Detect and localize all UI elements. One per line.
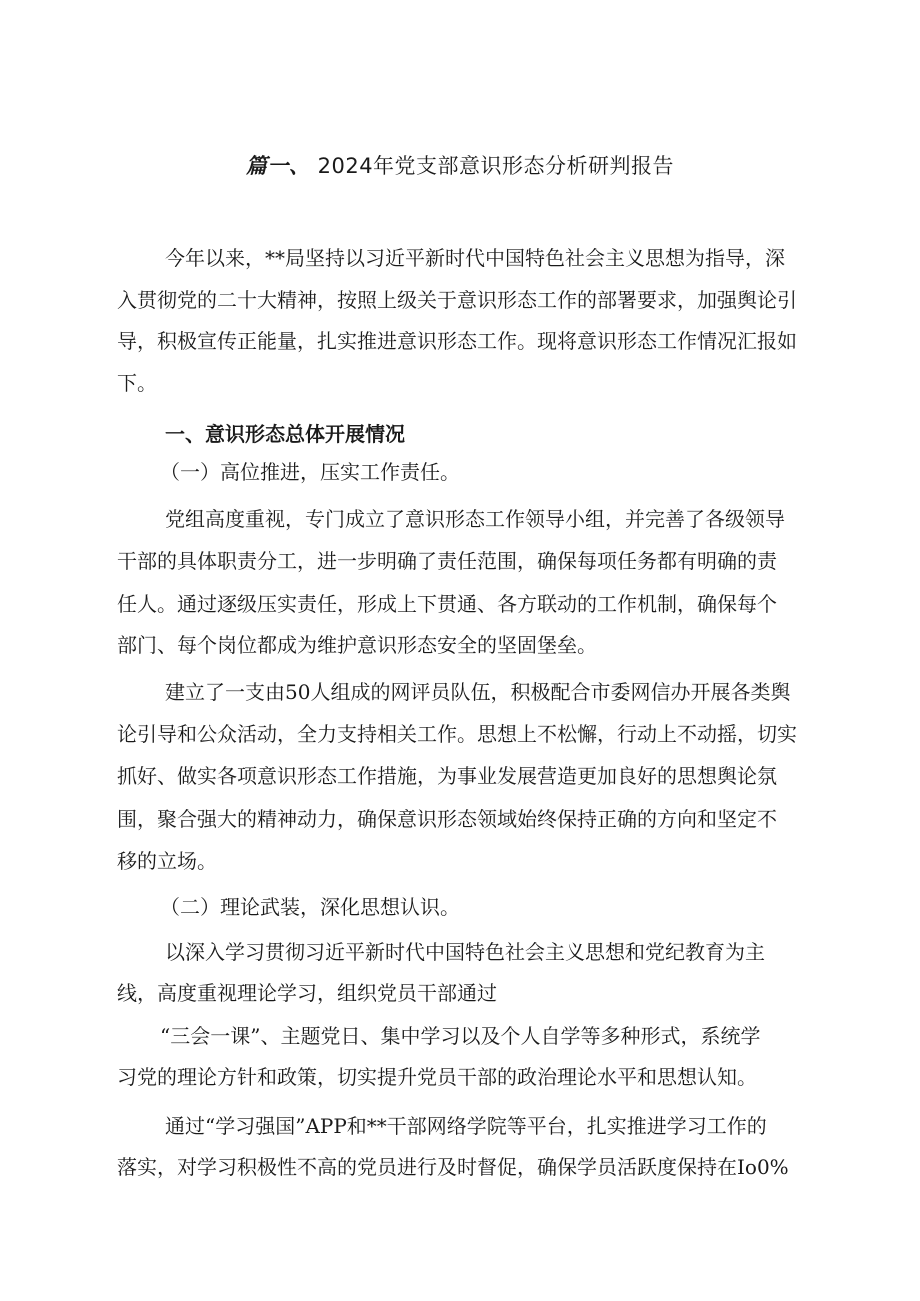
paragraph-line: 干部的具体职责分工，进一步明确了责任范围，确保每项任务都有明确的责 bbox=[117, 549, 777, 573]
subsection-heading: （二）理论武装，深化思想认识。 bbox=[160, 895, 460, 919]
paragraph-line: “三会一课”、主题党日、集中学习以及个人自学等多种形式，系统学 bbox=[160, 1024, 761, 1048]
paragraph-line: 线，高度重视理论学习，组织党员干部通过 bbox=[117, 981, 497, 1005]
paragraph-line: 今年以来，**局坚持以习近平新时代中国特色社会主义思想为指导，深 bbox=[165, 246, 785, 270]
title-text: 2024年党支部意识形态分析研判报告 bbox=[317, 154, 675, 178]
paragraph-line: 落实，对学习积极性不高的党员进行及时督促，确保学员活跃度保持在Io0% bbox=[117, 1155, 789, 1179]
document-title bbox=[0, 151, 920, 181]
paragraph-line: 建立了一支由50人组成的网评员队伍，积极配合市委网信办开展各类舆 bbox=[165, 680, 791, 704]
paragraph-line: 入贯彻党的二十大精神，按照上级关于意识形态工作的部署要求，加强舆论引 bbox=[117, 288, 797, 312]
paragraph-line: 围，聚合强大的精神动力，确保意识形态领域始终保持正确的方向和坚定不 bbox=[117, 807, 777, 831]
paragraph-line: 下。 bbox=[117, 371, 157, 395]
section-heading: 一、意识形态总体开展情况 bbox=[165, 422, 405, 446]
title-prefix: 篇一、 bbox=[245, 154, 311, 178]
subsection-heading: （一）高位推进，压实工作责任。 bbox=[160, 460, 460, 484]
paragraph-line: 以深入学习贯彻习近平新时代中国特色社会主义思想和党纪教育为主 bbox=[165, 940, 765, 964]
paragraph-line: 抓好、做实各项意识形态工作措施，为事业发展营造更加良好的思想舆论氛 bbox=[117, 764, 777, 788]
paragraph-line: 习党的理论方针和政策，切实提升党员干部的政治理论水平和思想认知。 bbox=[117, 1065, 757, 1089]
paragraph-line: 任人。通过逐级压实责任，形成上下贯通、各方联动的工作机制，确保每个 bbox=[117, 592, 777, 616]
paragraph-line: 导，积极宣传正能量，扎实推进意识形态工作。现将意识形态工作情况汇报如 bbox=[117, 329, 797, 353]
paragraph-line: 移的立场。 bbox=[117, 849, 217, 873]
paragraph-line: 党组高度重视，专门成立了意识形态工作领导小组，并完善了各级领导 bbox=[165, 507, 785, 531]
paragraph-line: 论引导和公众活动，全力支持相关工作。思想上不松懈，行动上不动摇，切实 bbox=[117, 722, 797, 746]
paragraph-line: 部门、每个岗位都成为维护意识形态安全的坚固堡垒。 bbox=[117, 633, 597, 657]
paragraph-line: 通过“学习强国”APP和**干部网络学院等平台，扎实推进学习工作的 bbox=[165, 1114, 767, 1138]
